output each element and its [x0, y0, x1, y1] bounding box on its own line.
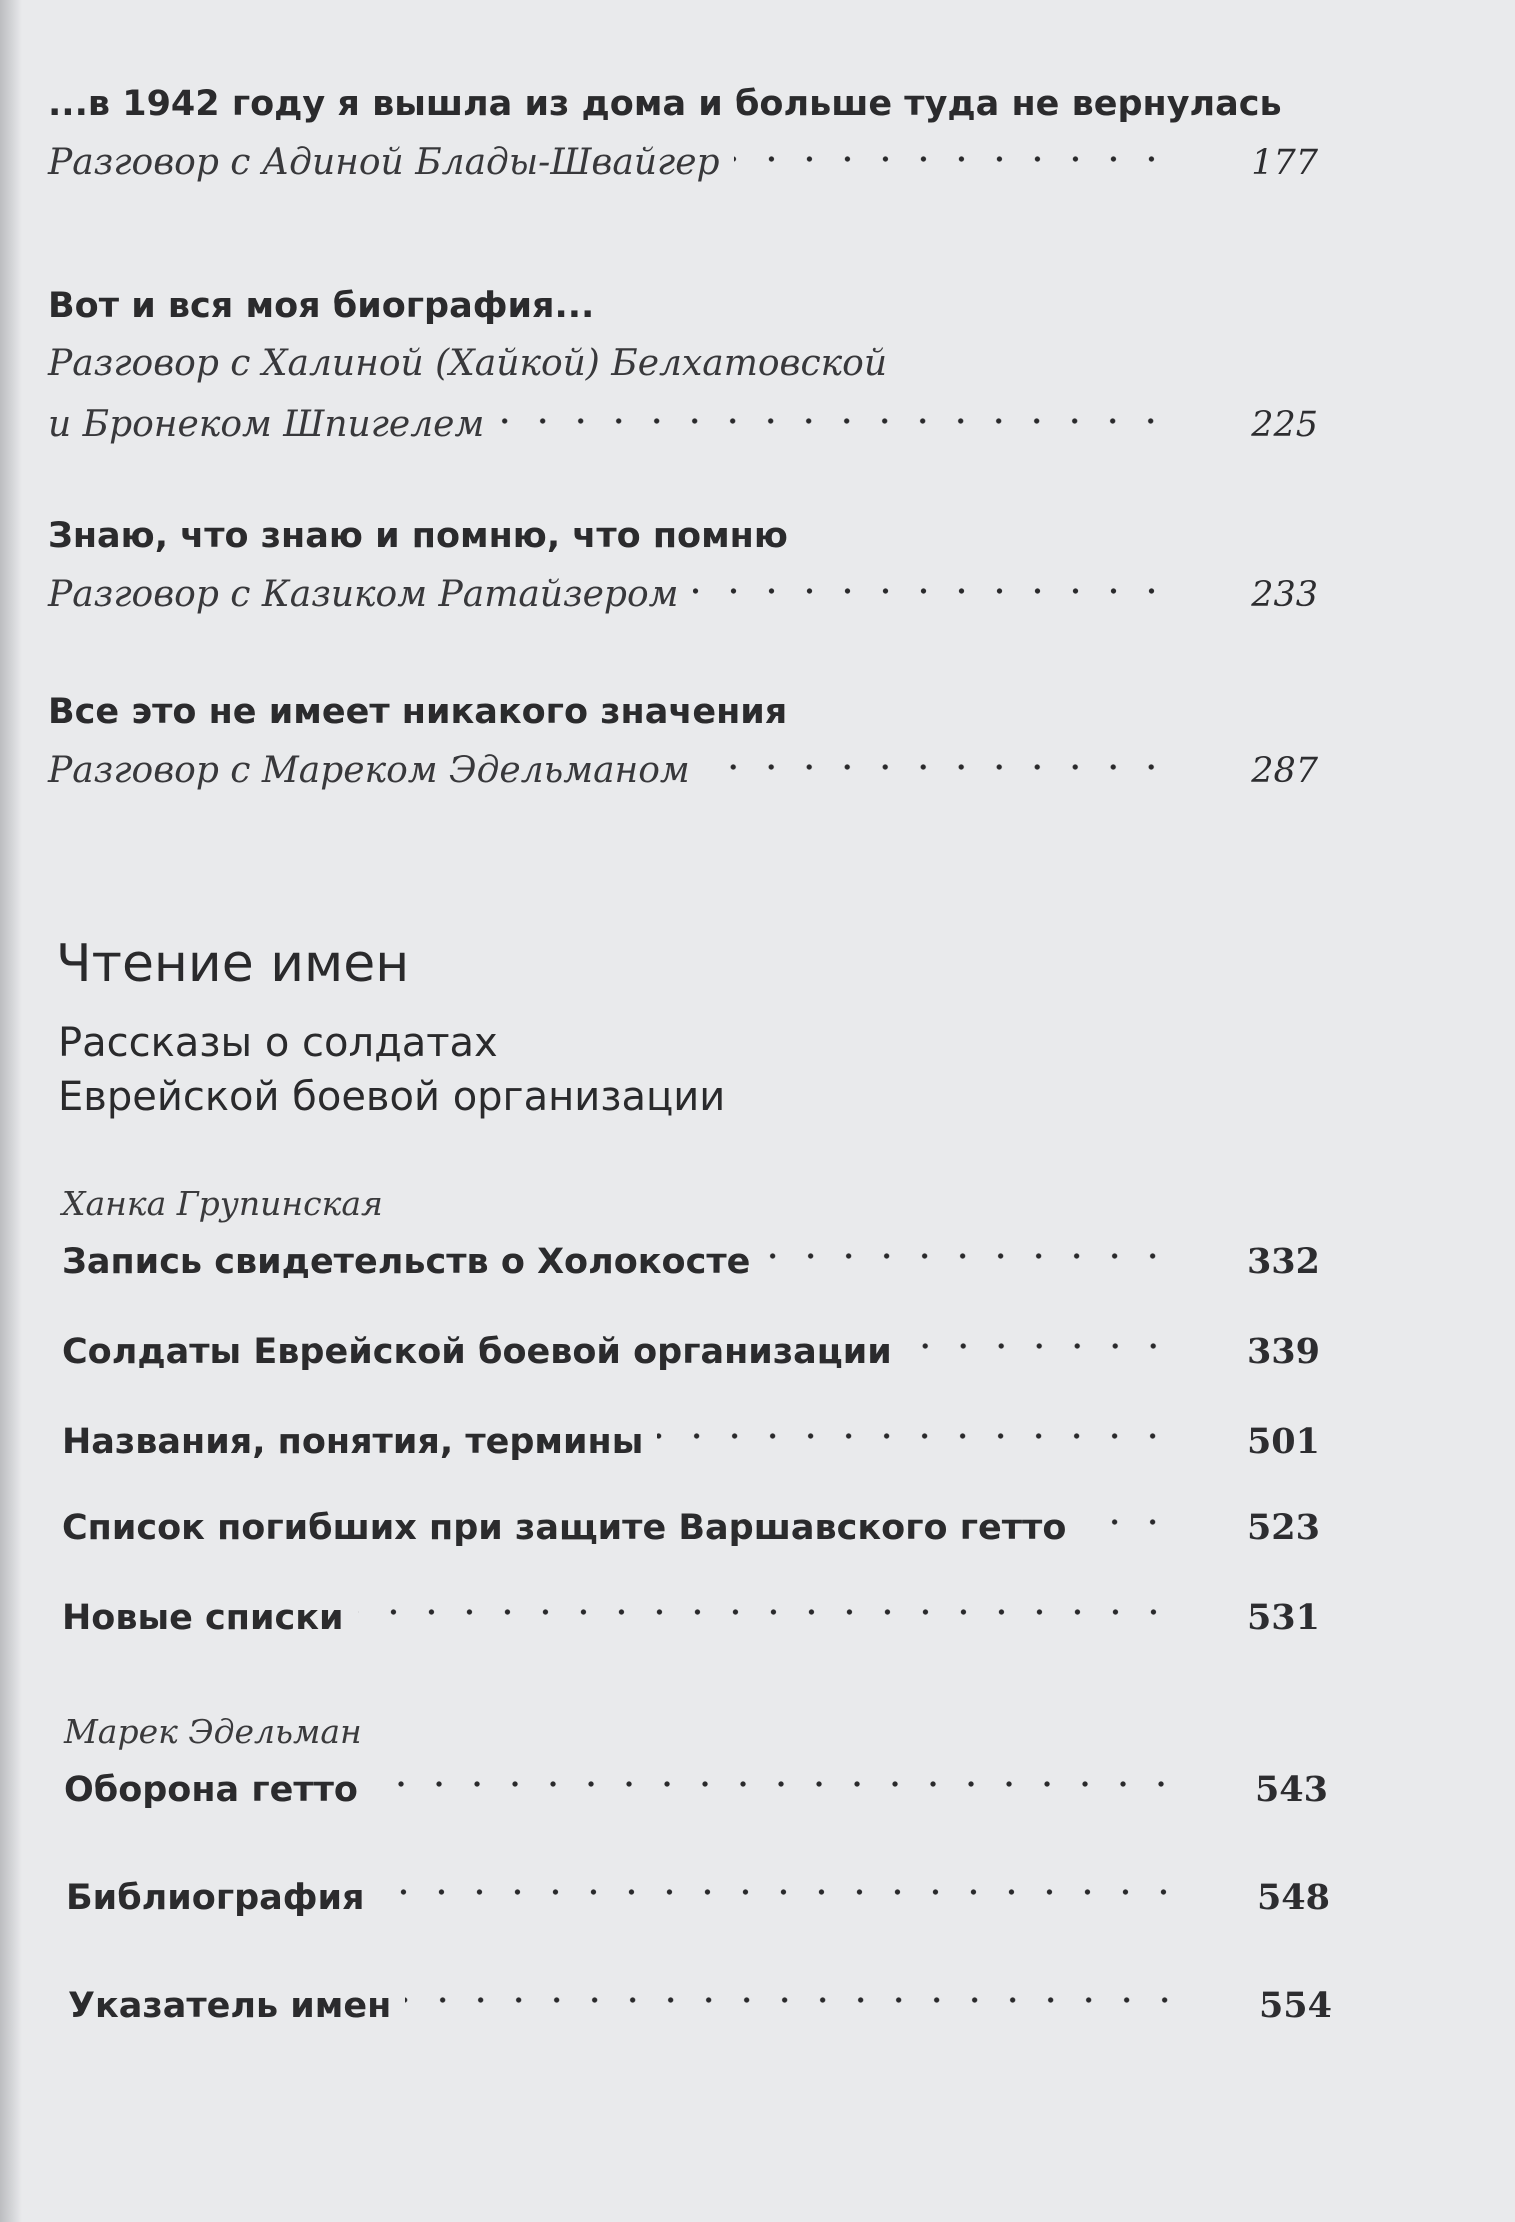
- toc-item: [62, 1592, 1320, 1644]
- entry-subtitle: Разговор с Мареком Эдельманом: [48, 750, 690, 791]
- page-number: 225: [1251, 405, 1318, 445]
- dot-leader: [1080, 1500, 1172, 1535]
- item-row: [62, 1236, 1320, 1288]
- page-number: 177: [1251, 143, 1318, 183]
- item-row: [66, 1872, 1330, 1924]
- item-title: Указатель имен: [68, 1986, 392, 2026]
- item-title: Солдаты Еврейской боевой организации: [62, 1332, 892, 1372]
- entry-subtitle-continued: и Бронеком Шпигелем: [48, 404, 485, 445]
- dot-leader: [764, 1234, 1172, 1269]
- dot-leader: [693, 568, 1171, 604]
- toc-entry-2: [48, 280, 1318, 454]
- dot-leader: [405, 1978, 1184, 2013]
- page-number: 554: [1258, 1985, 1332, 2026]
- entry-title: Вот и вся моя биография...: [48, 286, 595, 326]
- section-subheading-line: Рассказы о солдатах: [58, 1020, 498, 1066]
- toc-item: [62, 1326, 1320, 1378]
- item-row: [64, 1764, 1328, 1816]
- item-row: [68, 1980, 1332, 2032]
- page-number: 531: [1246, 1597, 1320, 1638]
- dot-leader: [657, 1414, 1172, 1449]
- item-row: [62, 1592, 1320, 1644]
- toc-item: [62, 1416, 1320, 1468]
- dot-leader: [704, 744, 1170, 780]
- dot-leader: [734, 136, 1170, 172]
- author-name: Ханка Групинская: [62, 1184, 383, 1223]
- dot-leader: [498, 398, 1170, 434]
- entry-subtitle-row: [48, 130, 1318, 196]
- toc-entry-4: [48, 686, 1318, 804]
- item-title: Запись свидетельств о Холокосте: [62, 1242, 751, 1282]
- author-name: Марек Эдельман: [64, 1712, 362, 1751]
- page-number: 543: [1254, 1769, 1328, 1810]
- item-row: [62, 1502, 1320, 1554]
- item-title: Названия, понятия, термины: [62, 1422, 644, 1462]
- entry-title: Знаю, что знаю и помню, что помню: [48, 516, 788, 556]
- item-title: Список погибших при защите Варшавского гетто: [62, 1508, 1067, 1548]
- toc-item: [62, 1502, 1320, 1554]
- page-number: 523: [1246, 1507, 1320, 1548]
- dot-leader: [379, 1870, 1182, 1905]
- page-number: 548: [1256, 1877, 1330, 1918]
- entry-title: ...в 1942 году я вышла из дома и больше туда не вернулась: [48, 84, 1282, 124]
- entry-subtitle: Разговор с Халиной (Хайкой) Белхатовской: [48, 343, 888, 384]
- item-title: Библиография: [66, 1878, 365, 1918]
- item-row: [62, 1326, 1320, 1378]
- toc-item: [62, 1236, 1320, 1288]
- toc-item: [64, 1764, 1328, 1816]
- toc-item: [66, 1872, 1330, 1924]
- toc-entry-3: [48, 510, 1318, 628]
- entry-subtitle-row: [48, 738, 1318, 804]
- entry-subtitle: Разговор с Адиной Блады-Швайгер: [48, 142, 720, 183]
- dot-leader: [906, 1324, 1172, 1359]
- toc-item: [68, 1980, 1332, 2032]
- entry-subtitle-row: [48, 396, 1318, 454]
- entry-subtitle-row: [48, 562, 1318, 628]
- entry-title: Все это не имеет никакого значения: [48, 692, 788, 732]
- dot-leader: [358, 1590, 1172, 1625]
- page-number: 501: [1246, 1421, 1320, 1462]
- section-subheading: [58, 1016, 725, 1124]
- toc-entry-1: [48, 78, 1318, 196]
- entry-subtitle: Разговор с Казиком Ратайзером: [48, 574, 679, 615]
- page-number: 332: [1246, 1241, 1320, 1282]
- section-heading: Чтение имен: [56, 934, 410, 994]
- item-title: Новые списки: [62, 1598, 344, 1638]
- dot-leader: [372, 1762, 1180, 1797]
- page-number: 287: [1251, 751, 1318, 791]
- section-subheading-line: Еврейской боевой организации: [58, 1074, 726, 1120]
- item-title: Оборона гетто: [64, 1770, 358, 1810]
- page-number: 339: [1246, 1331, 1320, 1372]
- item-row: [62, 1416, 1320, 1468]
- page-number: 233: [1251, 575, 1318, 615]
